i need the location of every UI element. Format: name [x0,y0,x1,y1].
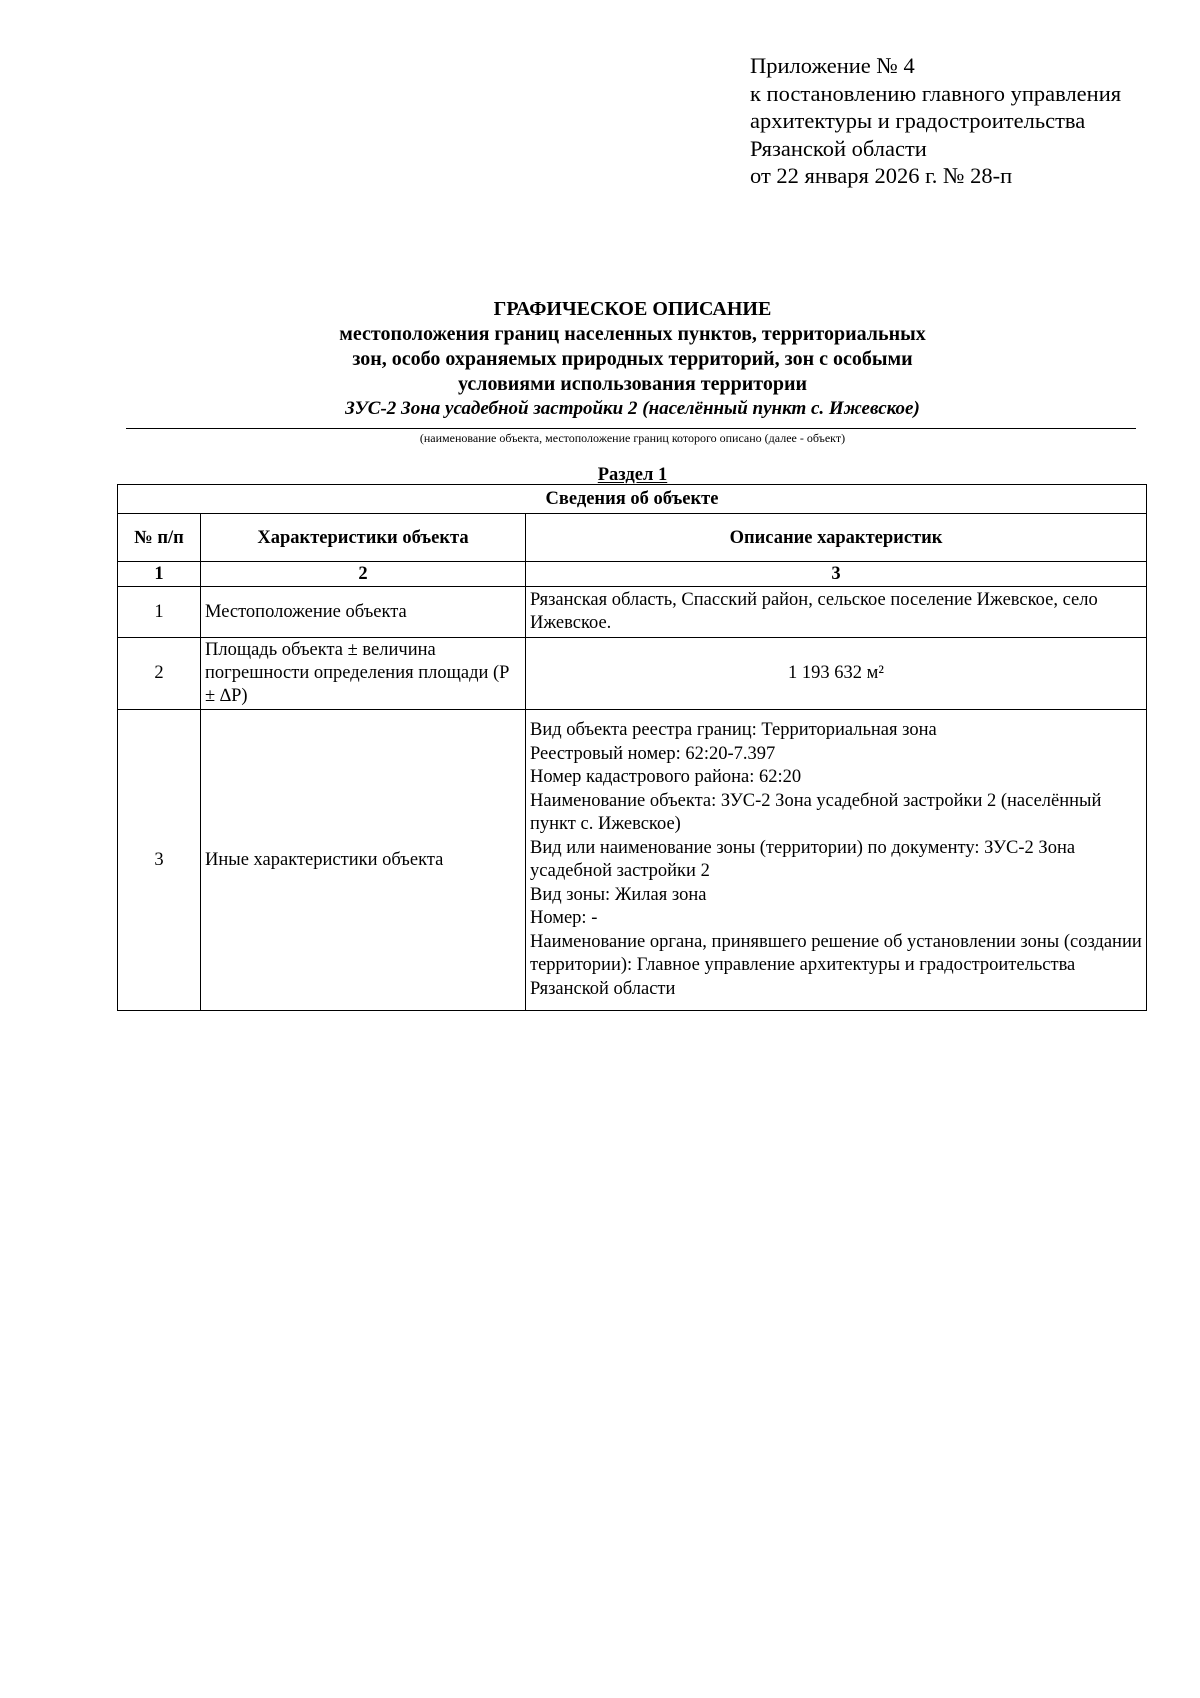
description-line: Вид объекта реестра границ: Территориальная зона [530,720,937,740]
description-line: Наименование объекта: ЗУС-2 Зона усадебной застройки 2 (населённый пункт с. Ижевское) [530,790,1102,834]
appendix-line: Приложение № 4 [750,53,915,78]
table-row [118,638,1147,710]
row-number: 3 [118,710,201,1011]
table-row [118,587,1147,638]
description-line: Наименование органа, принявшего решение об установлении зоны (создании территории): Главное управление архитектуры и градостроительства Рязанской области [530,931,1142,999]
column-number: 1 [118,562,201,587]
description-line: Вид зоны: Жилая зона [530,884,707,905]
section-title-text: Раздел 1 [597,465,668,485]
row-characteristic: Иные характеристики объекта [201,710,526,1011]
document-title: ГРАФИЧЕСКОЕ ОПИСАНИЕ [493,298,772,320]
header-characteristic: Характеристики объекта [201,514,526,562]
description-line: Вид или наименование зоны (территории) по документу: ЗУС-2 Зона усадебной застройки 2 [530,837,1076,881]
row-characteristic: Площадь объекта ± величина погрешности определения площади (Р ± ∆Р) [201,638,526,710]
description-line: Номер кадастрового района: 62:20 [530,767,802,787]
object-name-caption: (наименование объекта, местоположение границ которого описано (далее - объект) [419,431,846,445]
object-name-rule [126,428,1136,429]
header-description: Описание характеристик [526,514,1147,562]
row-characteristic: Местоположение объекта [201,587,526,638]
section-title [0,464,1200,486]
document-subtitle-line: местоположения границ населенных пунктов, территориальных [339,323,926,345]
description-line: Номер: - [530,908,598,928]
row-description: 1 193 632 м² [526,638,1147,710]
appendix-line: архитектуры и градостроительства [750,108,1086,133]
table-header-row [118,514,1147,562]
table-caption-row [118,485,1147,514]
row-number: 2 [118,638,201,710]
table-caption: Сведения об объекте [118,485,1147,514]
row-description: Рязанская область, Спасский район, сельское поселение Ижевское, село Ижевское. [526,587,1147,638]
appendix-block [750,52,1180,190]
object-info-table [117,484,1147,1011]
appendix-line: от 22 января 2026 г. № 28-п [750,163,1013,188]
document-subtitle-line: зон, особо охраняемых природных территорий, зон с особыми [352,348,913,370]
column-number: 3 [526,562,1147,587]
document-heading [0,296,1200,421]
row-number: 1 [118,587,201,638]
column-number: 2 [201,562,526,587]
table-row [118,710,1147,1011]
object-name: ЗУС-2 Зона усадебной застройки 2 (населённый пункт с. Ижевское) [345,398,920,419]
row-description-list [526,710,1147,1011]
appendix-line: к постановлению главного управления [750,80,1122,106]
description-line: Реестровый номер: 62:20-7.397 [530,743,776,764]
column-number-row [118,562,1147,587]
header-num: № п/п [118,514,201,562]
document-subtitle-line: условиями использования территории [457,373,808,395]
appendix-line: Рязанской области [750,135,927,161]
